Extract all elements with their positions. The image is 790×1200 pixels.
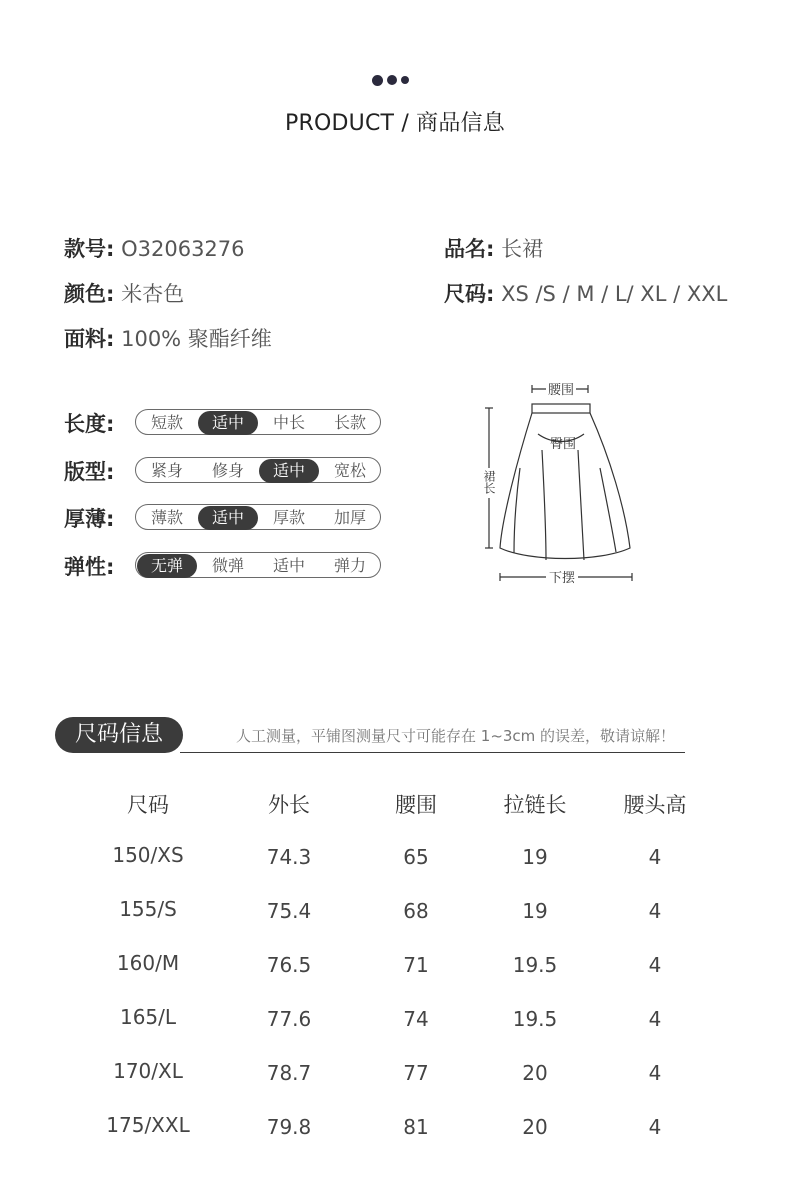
page-title: PRODUCT / 商品信息 bbox=[285, 111, 505, 136]
attr-row-fit bbox=[64, 457, 366, 485]
table-cell: 74.3 bbox=[266, 845, 312, 869]
product-fabric bbox=[64, 323, 272, 353]
style-number-label: 款号: bbox=[64, 237, 115, 261]
fabric-label: 面料: bbox=[64, 327, 115, 351]
table-header-zipper: 拉链长 bbox=[503, 793, 567, 817]
dot-icon bbox=[401, 76, 409, 84]
table-cell: 77.6 bbox=[266, 1007, 312, 1031]
attr-option: 短款 bbox=[150, 413, 183, 432]
table-cell: 19 bbox=[522, 899, 548, 923]
attr-option-selected: 适中 bbox=[198, 411, 258, 435]
attr-option-selected: 适中 bbox=[198, 506, 258, 530]
table-cell: 155/S bbox=[119, 897, 177, 921]
table-cell: 75.4 bbox=[266, 899, 312, 923]
table-cell: 68 bbox=[403, 899, 429, 923]
waist-label: 腰围 bbox=[547, 383, 575, 398]
table-header-size: 尺码 bbox=[127, 793, 169, 817]
table-cell: 4 bbox=[648, 1061, 662, 1085]
table-cell: 20 bbox=[522, 1115, 548, 1139]
table-cell: 19.5 bbox=[512, 953, 558, 977]
attr-scale bbox=[135, 504, 381, 530]
attr-option: 加厚 bbox=[333, 508, 366, 527]
hem-label: 下摆 bbox=[548, 571, 576, 586]
style-number bbox=[64, 233, 245, 263]
table-cell: 77 bbox=[403, 1061, 429, 1085]
waistband-shape bbox=[532, 404, 590, 413]
length-label: 裙长 bbox=[482, 470, 496, 494]
table-cell: 170/XL bbox=[113, 1059, 183, 1083]
product-color bbox=[64, 278, 184, 308]
section-divider bbox=[180, 752, 685, 753]
attr-label: 弹性: bbox=[64, 555, 115, 579]
attr-scale bbox=[135, 457, 381, 483]
attr-option-selected: 适中 bbox=[259, 459, 319, 483]
attr-option: 中长 bbox=[272, 413, 305, 432]
color-value: 米杏色 bbox=[121, 282, 185, 306]
table-header-waist: 腰围 bbox=[395, 793, 437, 817]
table-cell: 71 bbox=[403, 953, 429, 977]
product-name bbox=[444, 233, 543, 263]
table-header-waistband: 腰头高 bbox=[623, 793, 687, 817]
table-cell: 19.5 bbox=[512, 1007, 558, 1031]
table-cell: 65 bbox=[403, 845, 429, 869]
attr-row-length bbox=[64, 409, 366, 437]
table-cell: 76.5 bbox=[266, 953, 312, 977]
attr-label: 厚薄: bbox=[64, 507, 115, 531]
attr-option: 微弹 bbox=[211, 556, 244, 575]
table-cell: 79.8 bbox=[266, 1115, 312, 1139]
attr-row-thickness bbox=[64, 504, 366, 532]
attr-option: 修身 bbox=[211, 461, 244, 480]
fabric-value: 100% 聚酯纤维 bbox=[121, 327, 272, 351]
table-cell: 165/L bbox=[119, 1005, 177, 1029]
table-cell: 78.7 bbox=[266, 1061, 312, 1085]
size-value: XS /S / M / L/ XL / XXL bbox=[501, 282, 728, 306]
attr-option: 薄款 bbox=[150, 508, 183, 527]
decorative-dots bbox=[372, 73, 413, 87]
attr-row-elasticity bbox=[64, 552, 366, 580]
attr-scale bbox=[135, 552, 381, 578]
attr-option: 长款 bbox=[333, 413, 366, 432]
table-header-length: 外长 bbox=[268, 793, 310, 817]
measurement-note: 人工测量，平铺图测量尺寸可能存在 1~3cm 的误差，敬请谅解！ bbox=[236, 727, 676, 745]
table-cell: 150/XS bbox=[112, 843, 184, 867]
table-cell: 4 bbox=[648, 845, 662, 869]
product-name-value: 长裙 bbox=[501, 237, 544, 261]
table-cell: 20 bbox=[522, 1061, 548, 1085]
table-cell: 74 bbox=[403, 1007, 429, 1031]
dot-icon bbox=[372, 75, 383, 86]
table-cell: 160/M bbox=[116, 951, 180, 975]
table-cell: 4 bbox=[648, 953, 662, 977]
attr-label: 版型: bbox=[64, 460, 115, 484]
attr-option: 紧身 bbox=[150, 461, 183, 480]
color-label: 颜色: bbox=[64, 282, 115, 306]
dot-icon bbox=[387, 75, 397, 85]
attr-option-selected: 无弹 bbox=[137, 554, 197, 578]
table-cell: 4 bbox=[648, 899, 662, 923]
table-cell: 175/XXL bbox=[106, 1113, 190, 1137]
table-cell: 19 bbox=[522, 845, 548, 869]
hip-label: 臀围 bbox=[549, 437, 577, 452]
attr-label: 长度: bbox=[64, 412, 115, 436]
attr-scale bbox=[135, 409, 381, 435]
attr-option: 适中 bbox=[272, 556, 305, 575]
attr-option: 厚款 bbox=[272, 508, 305, 527]
table-cell: 81 bbox=[403, 1115, 429, 1139]
product-sizes bbox=[444, 278, 727, 308]
table-cell: 4 bbox=[648, 1115, 662, 1139]
table-cell: 4 bbox=[648, 1007, 662, 1031]
skirt-body-shape bbox=[500, 413, 630, 559]
size-section-title: 尺码信息 bbox=[55, 717, 183, 753]
attr-option: 弹力 bbox=[333, 556, 366, 575]
style-number-value: O32063276 bbox=[121, 237, 245, 261]
skirt-diagram bbox=[470, 378, 650, 588]
attr-option: 宽松 bbox=[333, 461, 366, 480]
product-name-label: 品名: bbox=[444, 237, 495, 261]
size-label: 尺码: bbox=[444, 282, 495, 306]
